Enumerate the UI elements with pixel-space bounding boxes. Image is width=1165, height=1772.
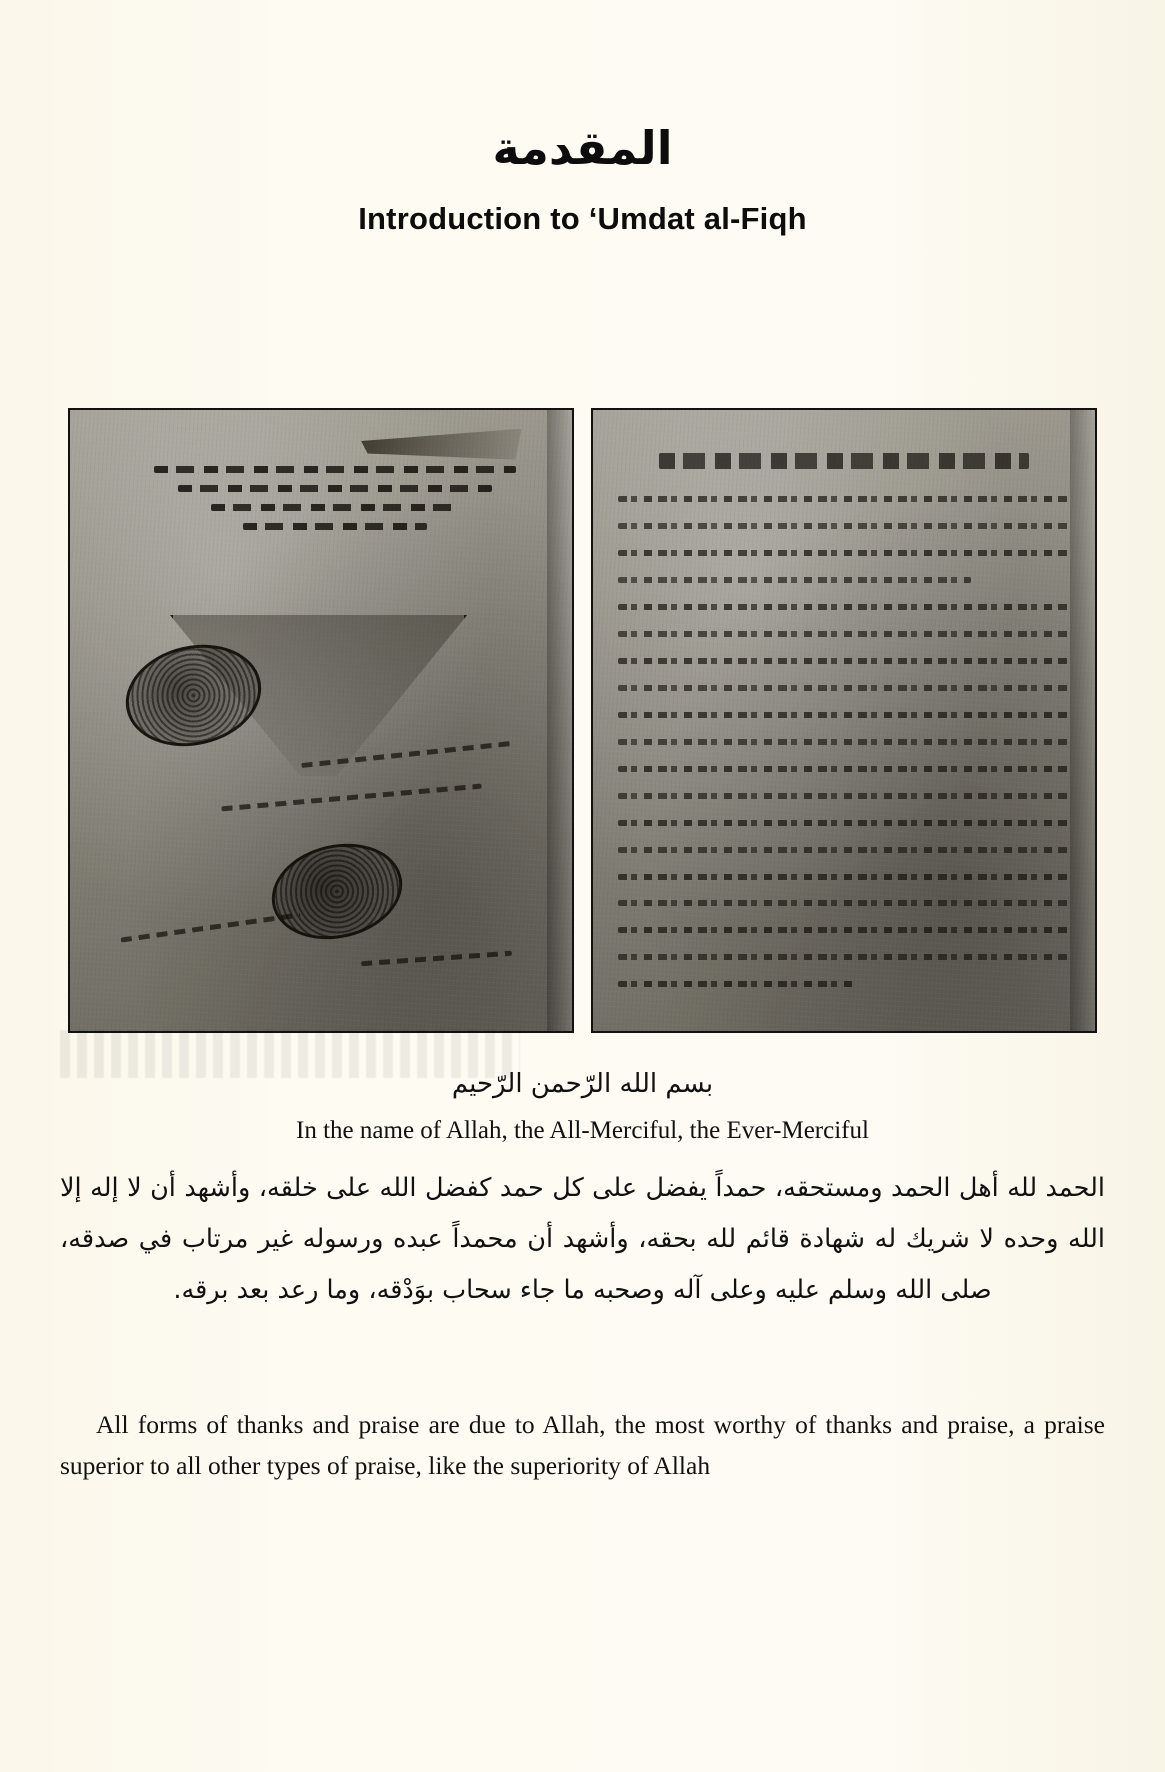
folio-edge xyxy=(1070,410,1095,1031)
manuscript-plate xyxy=(68,408,1097,1033)
bismillah-translation: In the name of Allah, the All-Merciful, the Ever-Merciful xyxy=(296,1117,869,1144)
opening-text-folio xyxy=(591,408,1097,1033)
arabic-body-paragraph: الحمد لله أهل الحمد ومستحقه، حمداً يفضل على كل حمد كفضل الله على خلقه، وأشهد أن لا إله إلا الله وحده لا شريك له شهادة قائم لله بحقه، وأشهد أن محمداً عبده ورسوله غير مرتاب في صدقه، صلى الله وسلم عليه وعلى آله وصحبه ما جاء سحاب بوَدْقه، وما رعد بعد برقه. xyxy=(60,1173,1105,1305)
bismillah-arabic: بسم الله الرّحمن الرّحيم xyxy=(451,1069,714,1099)
page-title-english: Introduction to ‘Umdat al-Fiqh xyxy=(358,200,807,236)
folio-edge xyxy=(547,410,572,1031)
folio-script-lines xyxy=(618,453,1070,987)
title-page-folio xyxy=(68,408,574,1033)
page-title-arabic: المقدمة xyxy=(492,121,673,175)
english-body-paragraph: All forms of thanks and praise are due to Allah, the most worthy of thanks and praise, a praise superior to all other types of praise, like the superiority of Allah xyxy=(60,1410,1105,1481)
